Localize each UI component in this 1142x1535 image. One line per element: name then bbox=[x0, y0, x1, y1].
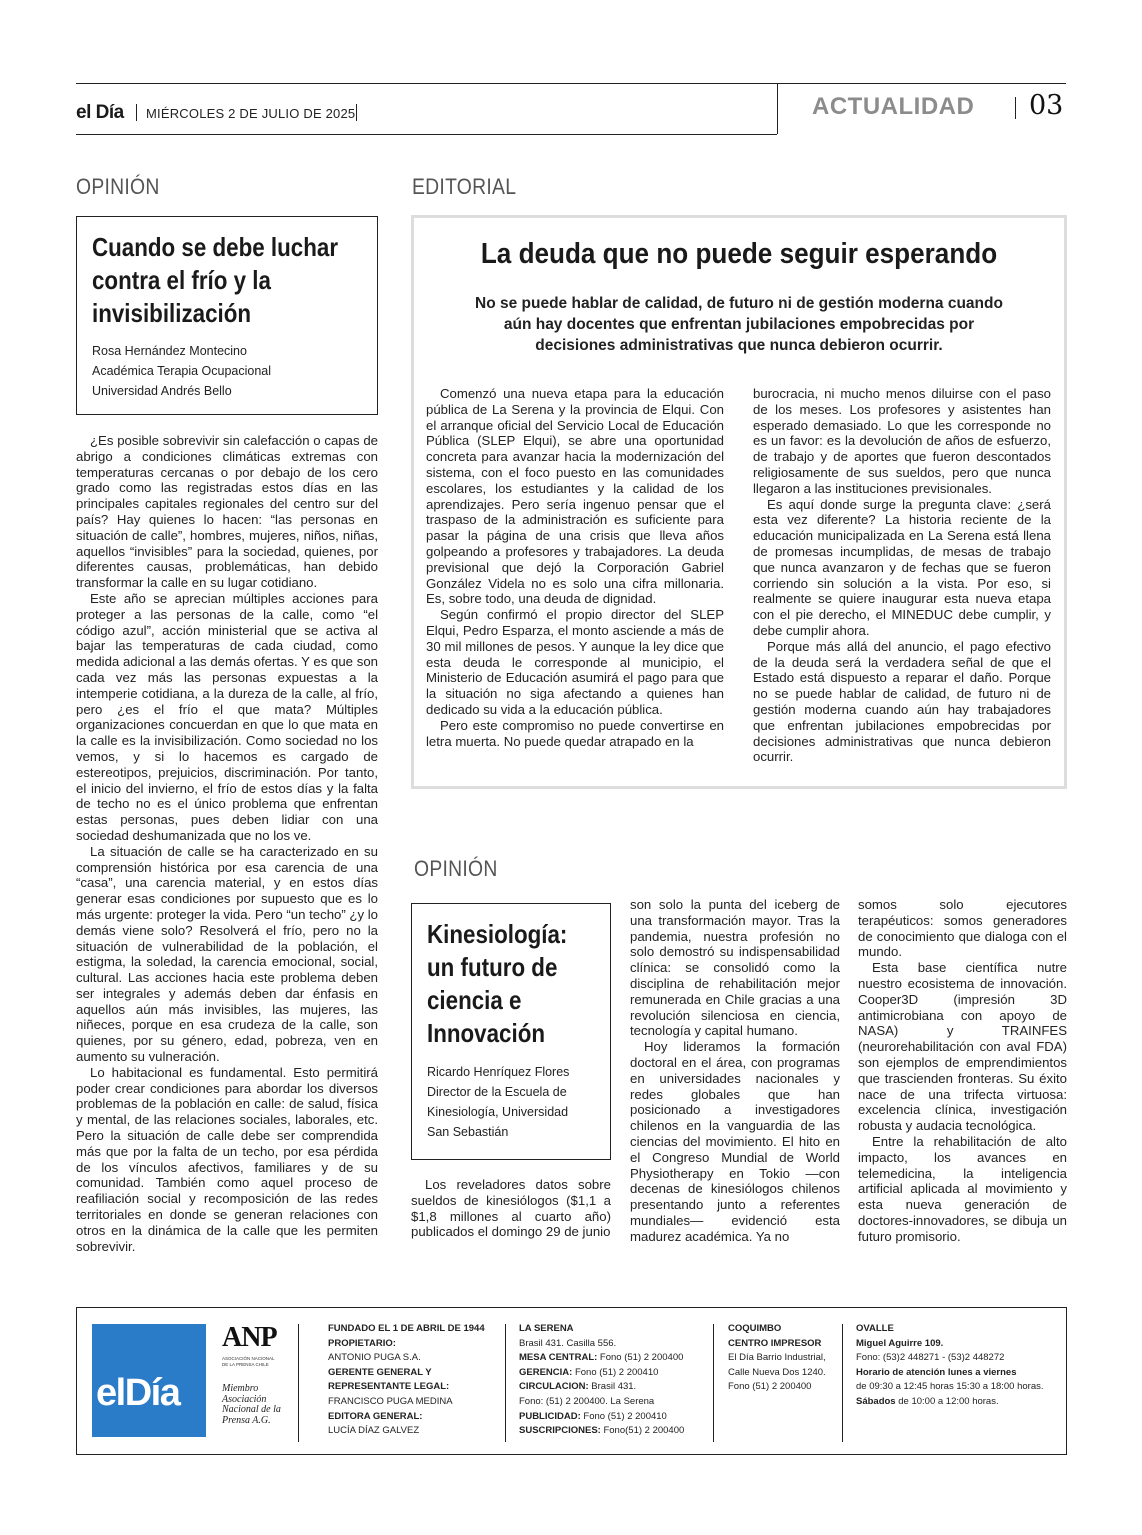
editorial-kicker: EDITORIAL bbox=[412, 174, 517, 199]
footer-line bbox=[519, 1395, 704, 1410]
author-institution: San Sebastián bbox=[427, 1125, 509, 1139]
footer-value: LUCÍA DÍAZ GALVEZ bbox=[328, 1425, 420, 1437]
opinion-kicker: OPINIÓN bbox=[414, 856, 498, 881]
author-role: Director de la Escuela de bbox=[427, 1085, 567, 1099]
opinion-title-box bbox=[76, 216, 378, 415]
footer-divider bbox=[298, 1324, 299, 1442]
footer-label: LA SERENA bbox=[519, 1323, 574, 1334]
member-note: Miembro Asociación Nacional de la Prensa A.G. bbox=[222, 1383, 281, 1426]
footer-line bbox=[328, 1380, 498, 1395]
paragraph: Entre la rehabilitación de alto impacto, los avances en telemedicina, la inteligencia artificial aplicada al movimiento y esta nueva generación de doctores-innovadores, se dibuja un futuro promisorio. bbox=[858, 1133, 1067, 1244]
author-role: Académica Terapia Ocupacional bbox=[92, 364, 272, 378]
paragraph: Es aquí donde surge la pregunta clave: ¿será esta vez diferente? La historia reciente de la educación municipalizada en La Serena está llena de promesas incumplidas, de mesas de trabajo que nunca avanzaron y de fechas que se fueron corriendo sin solución a la vista. Por eso, si realmente se quiere inaugurar esta nueva etapa con el pie derecho, el MINEDUC debe cumplir, y debe cumplir ahora. bbox=[753, 496, 1051, 638]
byline bbox=[427, 1062, 569, 1142]
footer-line bbox=[328, 1366, 498, 1381]
footer-line bbox=[328, 1322, 498, 1337]
editorial-box bbox=[411, 215, 1067, 789]
footer-value: Fono: (51) 2 200400. La Serena bbox=[519, 1395, 655, 1407]
paragraph: Hoy lideramos la formación doctoral en el área, con programas en universidades nacionales y redes globales que han posicionado a investigadores chilenos en la vanguardia de las ciencias del movimiento. El hito en el Congreso Mundial de World Physiotherapy en Tokio —con decenas de kinesiólogos chilenos presentando junto a referentes mundiales— evidenció esta madurez académica. Ya no bbox=[630, 1039, 840, 1244]
section-name: ACTUALIDAD bbox=[812, 93, 975, 120]
header-divider bbox=[136, 104, 137, 121]
footer-line bbox=[728, 1351, 838, 1366]
editorial-subtitle: No se puede hablar de calidad, de futuro ni de gestión moderna cuando aún hay docentes que enfrentan jubilaciones empobrecidas por decisiones administrativas que nunca debieron ocurrir. bbox=[475, 295, 1003, 354]
footer-label: Horario de atención lunes a viernes bbox=[856, 1366, 1017, 1378]
byline bbox=[92, 341, 271, 401]
footer-column-la-serena bbox=[519, 1322, 704, 1439]
paragraph: Pero este compromiso no puede convertirse en letra muerta. No puede quedar atrapado en la bbox=[426, 717, 724, 749]
footer-column-founding bbox=[328, 1322, 498, 1439]
footer-line bbox=[328, 1351, 498, 1366]
editorial-column-1 bbox=[426, 386, 724, 749]
opinion-title: Kinesiología: un futuro de ciencia e Innovación bbox=[427, 919, 568, 1048]
footer-value: El Día Barrio Industrial, bbox=[728, 1352, 826, 1364]
footer-column-coquimbo bbox=[728, 1322, 838, 1395]
footer-logo bbox=[92, 1324, 206, 1437]
footer-value: FRANCISCO PUGA MEDINA bbox=[328, 1395, 453, 1407]
opinion2-column-3 bbox=[858, 897, 1067, 1245]
header-divider bbox=[1015, 97, 1016, 119]
masthead-logo: el Día bbox=[76, 102, 124, 123]
footer-label: MESA CENTRAL: bbox=[519, 1352, 598, 1364]
opinion-title: Cuando se debe luchar contra el frío y la invisibilización bbox=[92, 232, 339, 328]
footer-line bbox=[519, 1424, 704, 1439]
footer-divider bbox=[842, 1324, 843, 1442]
footer-label: FUNDADO EL 1 DE ABRIL DE 1944 bbox=[328, 1323, 485, 1334]
footer-line bbox=[328, 1410, 498, 1425]
author-name: Rosa Hernández Montecino bbox=[92, 344, 247, 358]
footer-value: Fono(51) 2 200400 bbox=[600, 1425, 685, 1437]
footer-line bbox=[519, 1351, 704, 1366]
footer-line bbox=[728, 1380, 838, 1395]
footer-value: Fono (51) 2 200410 bbox=[580, 1410, 667, 1422]
author-role: Kinesiología, Universidad bbox=[427, 1105, 569, 1119]
footer-value: de 10:00 a 12:00 horas. bbox=[895, 1395, 999, 1407]
footer-line bbox=[519, 1322, 704, 1337]
footer-label: CENTRO IMPRESOR bbox=[728, 1337, 822, 1349]
anp-logo: ANP bbox=[222, 1322, 277, 1353]
header-divider bbox=[356, 104, 357, 121]
paragraph: burocracia, ni mucho menos diluirse con el paso de los meses. Los profesores y asistentes han esperado demasiado. Lo que les corresponde no es un favor: es la devolución de años de esfuerzo, de trabajo y de aportes que fueron descontados religiosamente de sus sueldos, pero que nunca llegaron a las instituciones previsionales. bbox=[753, 386, 1051, 496]
header-top-rule bbox=[76, 83, 1066, 84]
opinion-title-box bbox=[411, 903, 611, 1160]
footer-divider bbox=[505, 1324, 506, 1442]
footer-value: Fono (51) 2 200410 bbox=[572, 1366, 659, 1378]
footer-line bbox=[856, 1351, 1061, 1366]
editorial-title: La deuda que no puede seguir esperando bbox=[480, 238, 998, 270]
footer-line bbox=[856, 1366, 1061, 1381]
footer-line bbox=[519, 1410, 704, 1425]
page-number: 03 bbox=[1029, 90, 1064, 121]
paragraph: Esta base científica nutre nuestro ecosistema de innovación. Cooper3D (impresión 3D antimicrobiana con apoyo de NASA) y TRAINFES (neurorehabilitación con aval FDA) son ejemplos de emprendimientos que trascienden fronteras. Su éxito nace de una trifecta virtuosa: excelencia clínica, investigación robusta y audacia tecnológica. bbox=[858, 960, 1067, 1134]
footer-label: COQUIMBO bbox=[728, 1323, 782, 1334]
opinion-kicker: OPINIÓN bbox=[76, 174, 160, 199]
footer-label: REPRESENTANTE LEGAL: bbox=[328, 1381, 450, 1393]
footer-line bbox=[328, 1424, 498, 1439]
paragraph: somos solo ejecutores terapéuticos: somos generadores de conocimiento que dialoga con el mundo. bbox=[858, 897, 1067, 960]
paragraph: La situación de calle se ha caracterizado en su comprensión histórica por esa carencia de una “casa”, una carencia material, y en estos días generar esas condiciones por supuesto que es lo más urgente: proteger la vida. Pero “un techo” ¿y lo demás viene solo? Resolverá el frío, pero no la situación de vulnerabilidad de la población, el estigma, la soledad, la carencia emocional, social, cultural. Las acciones hacia este problema deben ser integrales y además deben dar énfasis en aquellos aún más invisibles, las mujeres, las niñeces, porque en esa crudeza de la calle, son quienes, por su género, edad, pobreza, ven en aumento su vulneración. bbox=[76, 843, 378, 1065]
opinion-body bbox=[76, 433, 378, 1254]
footer-line bbox=[856, 1322, 1061, 1337]
footer-value: Fono: (53)2 448271 - (53)2 448272 bbox=[856, 1352, 1005, 1364]
author-name: Ricardo Henríquez Flores bbox=[427, 1065, 570, 1079]
issue-date: MIÉRCOLES 2 DE JULIO DE 2025 bbox=[146, 106, 356, 121]
paragraph: Comenzó una nueva etapa para la educación pública de La Serena y la provincia de Elqui. Con el arranque oficial del Servicio Local de Educación Pública (SLEP Elqui), se abre una oportunidad concreta para avanzar hacia la modernización del sistema, con el foco puesto en las comunidades escolares, los estudiantes y la calidad de los aprendizajes. Pero sería ingenuo pensar que el traspaso de la administración es suficiente para pasar la página de una crisis que lleva años golpeando a profesores y trabajadores. La deuda previsional que dejó la Corporación Gabriel González Videla no es solo una cifra millonaria. Es, sobre todo, una deuda de dignidad. bbox=[426, 386, 724, 607]
footer-line bbox=[328, 1395, 498, 1410]
footer-line bbox=[519, 1366, 704, 1381]
footer-line bbox=[728, 1366, 838, 1381]
footer-value: Brasil 431. Casilla 556. bbox=[519, 1337, 617, 1349]
paragraph: Este año se aprecian múltiples acciones para proteger a las personas de la calle, como “el código azul”, acción ministerial que se activa al bajar las temperaturas de cada ciudad, como medida adicional a las demás ofertas. Y es que son cada vez más las personas expuestas a la intemperie cotidiana, a la dureza de la calle, al frío, pero ¿es el frío el que mata? Múltiples organizaciones concuerdan en que lo que mata en la calle es la invisibilización. Como sociedad no los vemos, y si lo hacemos es cargado de estereotipos, prejuicios, discriminación. Por tanto, el inicio del invierno, el frío de estos días y la falta de techo no es el único problema que enfrentan estas personas, pues deben lidiar con una sociedad deshumanizada que no los ve. bbox=[76, 590, 378, 843]
header-section-rule bbox=[777, 84, 778, 134]
footer-column-ovalle bbox=[856, 1322, 1061, 1410]
footer-label: Sábados bbox=[856, 1395, 896, 1407]
footer-value: de 09:30 a 12:45 horas 15:30 a 18:00 horas. bbox=[856, 1381, 1044, 1393]
footer-line bbox=[519, 1337, 704, 1352]
anp-logo-caption: ASOCIACIÓN NACIONAL DE LA PRENSA CHILE bbox=[222, 1356, 275, 1367]
footer-divider bbox=[713, 1324, 714, 1442]
footer-logo-text: elDía bbox=[96, 1372, 180, 1414]
footer-label: CIRCULACION: bbox=[519, 1381, 589, 1393]
footer-label: GERENTE GENERAL Y bbox=[328, 1366, 432, 1378]
footer-label: EDITORA GENERAL: bbox=[328, 1410, 423, 1422]
footer-value: Brasil 431. bbox=[588, 1381, 637, 1393]
footer-label: SUSCRIPCIONES: bbox=[519, 1425, 601, 1437]
footer-line bbox=[519, 1380, 704, 1395]
footer-line bbox=[328, 1337, 498, 1352]
paragraph: Los reveladores datos sobre sueldos de kinesiólogos ($1,1 a $1,8 millones al cuarto año) publicados el domingo 29 de junio bbox=[411, 1177, 611, 1240]
paragraph: son solo la punta del iceberg de una transformación mayor. Tras la pandemia, nuestra profesión no solo demostró su indispensabilidad clínica: se consolidó como la disciplina de rehabilitación mejor remunerada en Chile gracias a una revolución silenciosa en ciencia, tecnología y capital humano. bbox=[630, 897, 840, 1039]
footer-line bbox=[856, 1395, 1061, 1410]
footer-line bbox=[728, 1322, 838, 1337]
footer-value: Calle Nueva Dos 1240. bbox=[728, 1366, 826, 1378]
author-institution: Universidad Andrés Bello bbox=[92, 384, 232, 398]
footer-line bbox=[856, 1380, 1061, 1395]
paragraph: ¿Es posible sobrevivir sin calefacción o capas de abrigo a condiciones climáticas extremas con temperaturas cercanas o por debajo de los cero grado como las registradas estos días en las principales capitales regionales del centro sur del país? Hay quienes lo hacen: “las personas en situación de calle”, hombres, mujeres, niños, niñas, aquellos “invisibles” para la sociedad, quienes, por diferentes causas, problemáticas, han debido transformar la calle en su lugar cotidiano. bbox=[76, 433, 378, 591]
footer-value: Fono (51) 2 200400 bbox=[728, 1381, 812, 1393]
header-bottom-rule bbox=[76, 134, 777, 135]
footer-label: GERENCIA: bbox=[519, 1366, 573, 1378]
paragraph: Porque más allá del anuncio, el pago efectivo de la deuda será la verdadera señal de que el Estado está dispuesto a reparar el daño. Porque no se puede hablar de calidad, de futuro ni de gestión moderna cuando aún hay trabajadores que enfrentan jubilaciones empobrecidas por decisiones administrativas que nunca debieron ocurrir. bbox=[753, 638, 1051, 765]
footer-label: OVALLE bbox=[856, 1323, 894, 1334]
footer-line bbox=[728, 1337, 838, 1352]
paragraph: Según confirmó el propio director del SLEP Elqui, Pedro Esparza, el monto asciende a más de 30 mil millones de pesos. Y aunque la ley dice que esta deuda le corresponde al municipio, el Ministerio de Educación asumirá el pago para que la situación no siga afectando a quienes han dedicado su vida a la educación pública. bbox=[426, 607, 724, 717]
footer-label: Miguel Aguirre 109. bbox=[856, 1337, 944, 1349]
footer-value: ANTONIO PUGA S.A. bbox=[328, 1352, 421, 1364]
editorial-column-2 bbox=[753, 386, 1051, 765]
footer-value: Fono (51) 2 200400 bbox=[597, 1352, 684, 1364]
footer-credits-box bbox=[76, 1307, 1067, 1455]
footer-label: PROPIETARIO: bbox=[328, 1337, 396, 1349]
footer-label: PUBLICIDAD: bbox=[519, 1410, 581, 1422]
paragraph: Lo habitacional es fundamental. Esto permitirá poder crear condiciones para abordar los diversos problemas de la población en calle: de salud, física y mental, de las relaciones sociales, laborales, etc. Pero la situación de calle debe ser comprendida más que por la falta de un techo, por esa pérdida de los vínculos afectivos, familiares y de su comunidad. También como aquel proceso de reafiliación social y recomposición de las redes territoriales en donde se generan relaciones con otros en la dinámica de la calle que les permiten sobrevivir. bbox=[76, 1064, 378, 1254]
opinion2-column-1 bbox=[411, 1177, 611, 1240]
footer-line bbox=[856, 1337, 1061, 1352]
opinion2-column-2 bbox=[630, 897, 840, 1245]
